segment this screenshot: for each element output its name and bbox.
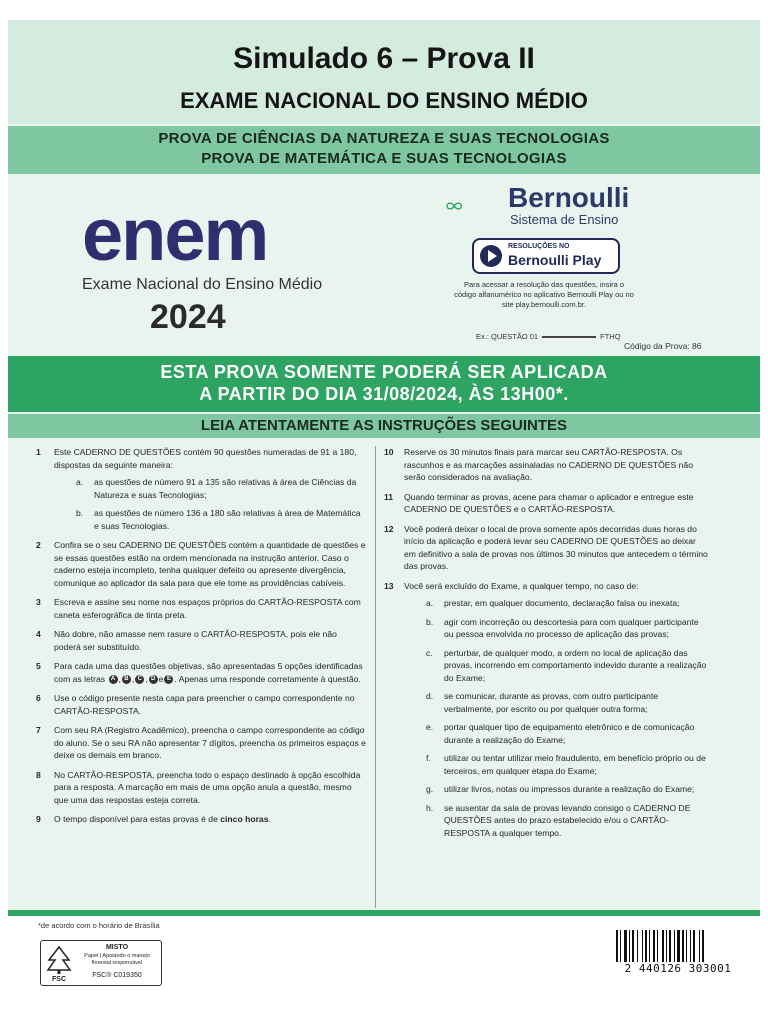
exam-subtitle: EXAME NACIONAL DO ENSINO MÉDIO xyxy=(180,88,588,113)
example-divider xyxy=(542,336,596,338)
barcode-bar xyxy=(642,930,643,962)
instruction-item: 6 Use o código presente nesta capa para preencher o campo correspondente no CARTÃO-RESPOSTA. xyxy=(36,693,355,716)
instructions-title: LEIA ATENTAMENTE AS INSTRUÇÕES SEGUINTES xyxy=(200,417,568,434)
instruction-item: 4 Não dobre, não amasse nem rasure o CARTÃO-RESPOSTA, pois ele não poderá ser substituído. xyxy=(36,629,337,652)
enem-logo: enem xyxy=(82,193,268,276)
application-notice-line-1: ESTA PROVA SOMENTE PODERÁ SER APLICADA xyxy=(160,362,608,382)
barcode-bar xyxy=(632,930,634,962)
example-code xyxy=(476,332,621,341)
instructions-left-column xyxy=(36,446,366,833)
barcode xyxy=(616,930,740,962)
instruction-subitem: d. se comunicar, durante as provas, com outro participante verbalmente, por escrito ou por qualquer outra forma; xyxy=(426,691,658,714)
instruction-item: 7 Com seu RA (Registro Acadêmico), preencha o campo correspondente ao código do aluno. Se o seu RA não apresentar 7 dígitos, preencha os primeiros espaços e deixe os demais em branco. xyxy=(36,725,366,760)
infinity-icon xyxy=(446,182,506,230)
option-a-icon: A xyxy=(109,675,118,684)
instruction-subitem: c. perturbar, de qualquer modo, a ordem no local de aplicação das provas, incorrendo em comportamento indevido durante a realização do Exame; xyxy=(426,647,707,683)
barcode-bar xyxy=(702,930,704,962)
bernoulli-logo: Bernoulli xyxy=(508,182,630,213)
barcode-bar xyxy=(677,930,680,962)
page-title: Simulado 6 – Prova II xyxy=(233,42,535,75)
example-code-value: FTHQ xyxy=(600,332,621,341)
instruction-item: 10 Reserve os 30 minutos finais para marcar seu CARTÃO-RESPOSTA. Os rascunhos e as marcações assinaladas no CADERNO DE QUESTÕES não serão considerados na avaliação. xyxy=(384,447,693,482)
barcode-bar xyxy=(653,930,655,962)
instruction-item: 5 Para cada uma das questões objetivas, são apresentadas 5 opções identificadas com as letras A , B , C , D e E . Apenas uma responde corretamente à questão. xyxy=(36,661,363,684)
barcode-bar xyxy=(686,930,687,962)
fsc-logo-text: FSC xyxy=(52,976,66,982)
barcode-bar xyxy=(682,930,684,962)
application-notice-line-2: A PARTIR DO DIA 31/08/2024, ÀS 13H00*. xyxy=(199,384,569,404)
barcode-number: 2 440126 303001 xyxy=(624,962,732,975)
fsc-text: Papel | Apoiando o manejo florestal responsável xyxy=(84,953,150,966)
footnote: *de acordo com o horário de Brasília xyxy=(38,921,160,930)
barcode-bar xyxy=(649,930,650,962)
subject-line-1: PROVA DE CIÊNCIAS DA NATUREZA E SUAS TECNOLOGIAS xyxy=(158,130,610,147)
barcode-bar xyxy=(693,930,695,962)
instruction-item: 8 No CARTÃO-RESPOSTA, preencha todo o espaço destinado à opção escolhida para a resposta. A marcação em mais de uma opção anula a questão, mesmo que uma das respostas esteja correta. xyxy=(36,769,361,805)
instruction-subitem: f. utilizar ou tentar utilizar meio fraudulento, em benefício próprio ou de terceiros, em qualquer etapa do Exame; xyxy=(426,753,706,776)
barcode-bar xyxy=(624,930,627,962)
enem-full-name: Exame Nacional do Ensino Médio xyxy=(82,276,323,293)
enem-year: 2024 xyxy=(150,298,226,336)
instruction-subitem: e. portar qualquer tipo de equipamento eletrônico e de comunicação durante a realização do Exame; xyxy=(426,722,695,745)
bottom-stripe xyxy=(8,910,760,916)
barcode-bar xyxy=(637,930,638,962)
subject-line-2: PROVA DE MATEMÁTICA E SUAS TECNOLOGIAS xyxy=(201,150,567,167)
barcode-bar xyxy=(616,930,618,962)
play-badge-caption: RESOLUÇÕES NO xyxy=(508,243,570,250)
instruction-item: 2 Confira se o seu CADERNO DE QUESTÕES contém a quantidade de questões e se essas questões estão na ordem mencionada na instrução anterior. Caso o caderno esteja incompleto, tenha qualquer defeito ou apresente divergência, comunique ao aplicador da sala para que ele tome as providências cabíveis. xyxy=(36,540,366,588)
fsc-label xyxy=(40,940,162,986)
instructions-right-column xyxy=(384,446,708,846)
fsc-code: FSC® C019350 xyxy=(92,972,142,979)
play-instructions: Para acessar a resolução das questões, insira o código alfanumérico no aplicativo Bernoulli Play ou no site play.bernoulli.com.br. xyxy=(454,280,634,309)
option-b-icon: B xyxy=(122,675,131,684)
fsc-tree-icon xyxy=(45,944,73,982)
play-badge-title: Bernoulli Play xyxy=(508,252,602,268)
barcode-bar xyxy=(669,930,671,962)
barcode-bar xyxy=(620,930,621,962)
option-c-icon: C xyxy=(135,675,144,684)
fsc-title: MISTO xyxy=(105,944,129,951)
instruction-item: 13 Você será excluído do Exame, a qualquer tempo, no caso de: a. prestar, em qualquer documento, declaração falsa ou inexata; b. agir com incorreção ou descortesia para com qualquer participante ou pessoa envolvida no processo de aplicação das provas; c. perturbar, de qualquer modo, a ordem no local de aplicação das provas, incorrendo em comportamento indevido durante a realização do Exame; d. se comunicar, durante as provas, com outro participante verbalmente, por escrito ou por qualquer outra forma; e. portar qualquer tipo de equipamento eletrônico e de comunicação durante a realização do Exame; f. utilizar ou tentar utilizar meio fraudulento, em benefício próprio ou de terceiros, em qualquer etapa do Exame; g. utilizar livros, notas ou impressos durante a realização do Exame; h. se ausentar da sala de provas levando consigo o CADERNO DE QUESTÕES antes do prazo estabelecido e/ou o CARTÃO-RESPOSTA a qualquer tempo. xyxy=(384,580,707,838)
instruction-subitem: b. as questões de número 136 a 180 são relativas à área de Matemática e suas Tecnologias. xyxy=(76,508,361,531)
exam-code: Código da Prova: 86 xyxy=(624,341,702,351)
instruction-subitem: b. agir com incorreção ou descortesia para com qualquer participante ou pessoa envolvida no processo de aplicação das provas; xyxy=(426,616,699,639)
instruction-subitem: a. prestar, em qualquer documento, declaração falsa ou inexata; xyxy=(426,598,680,608)
barcode-bar xyxy=(645,930,647,962)
barcode-bar xyxy=(674,930,675,962)
barcode-bar xyxy=(662,930,664,962)
instruction-subitem: h. se ausentar da sala de provas levando consigo o CADERNO DE QUESTÕES antes do prazo estabelecido e/ou o CARTÃO-RESPOSTA a qualquer tempo. xyxy=(426,802,691,838)
instruction-item: 1 Este CADERNO DE QUESTÕES contém 90 questões numeradas de 91 a 180, dispostas da seguinte maneira: a. as questões de número 91 a 135 são relativas à área de Ciências da Natureza e suas Tecnologias; b. as questões de número 136 a 180 são relativas à área de Matemática e suas Tecnologias. xyxy=(36,446,366,532)
play-icon xyxy=(480,245,502,267)
example-prefix: Ex.: QUESTÃO 01 xyxy=(476,332,539,341)
barcode-bar xyxy=(629,930,630,962)
instruction-item: 3 Escreva e assine seu nome nos espaços próprios do CARTÃO-RESPOSTA com caneta esferográfica de tinta preta. xyxy=(36,597,361,620)
column-divider xyxy=(375,446,376,908)
barcode-bar xyxy=(666,930,667,962)
instruction-item: 11 Quando terminar as provas, acene para chamar o aplicador e entregue este CADERNO DE QUESTÕES e o CARTÃO-RESPOSTA. xyxy=(384,491,694,514)
instruction-subitem: g. utilizar livros, notas ou impressos durante a realização do Exame; xyxy=(426,784,695,794)
option-e-icon: E xyxy=(164,675,173,684)
option-d-icon: D xyxy=(149,675,158,684)
instruction-item: 12 Você poderá deixar o local de prova somente após decorridas duas horas do início da aplicação e poderá levar seu CADERNO DE QUESTÕES ao deixar em definitivo a sala de provas nos últimos 30 minutos que antecedem o término das provas. xyxy=(384,523,708,571)
bernoulli-play-badge[interactable] xyxy=(472,238,620,274)
barcode-bar xyxy=(699,930,700,962)
instruction-item: 9 O tempo disponível para estas provas é de cinco horas. xyxy=(36,814,271,824)
bernoulli-tagline: Sistema de Ensino xyxy=(510,212,619,227)
barcode-bar xyxy=(690,930,691,962)
instruction-subitem: a. as questões de número 91 a 135 são relativas à área de Ciências da Natureza e suas Tecnologias; xyxy=(76,477,357,500)
barcode-bar xyxy=(657,930,658,962)
